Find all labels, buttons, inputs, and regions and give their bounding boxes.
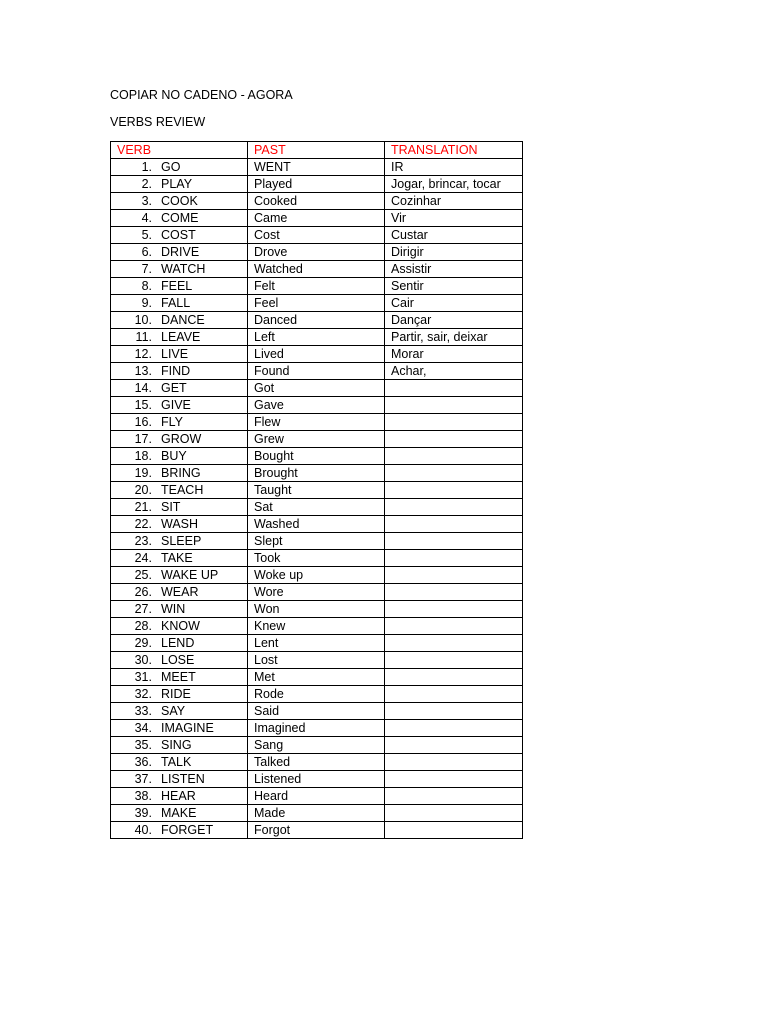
table-row: [111, 635, 523, 652]
table-row: [111, 448, 523, 465]
table-row: [111, 737, 523, 754]
verbs-table: [110, 141, 523, 839]
verb-number: 16.: [134, 415, 152, 429]
past-cell: Danced: [248, 312, 385, 329]
verb-number: 1.: [141, 160, 152, 174]
verb-number: 19.: [134, 466, 152, 480]
table-row: [111, 227, 523, 244]
translation-cell: [385, 516, 523, 533]
table-row: [111, 363, 523, 380]
verb-word: RIDE: [161, 687, 191, 701]
verb-word: GIVE: [161, 398, 191, 412]
verb-cell: [111, 584, 248, 601]
translation-cell: Cair: [385, 295, 523, 312]
verb-number: 37.: [134, 772, 152, 786]
verb-word: GO: [161, 160, 181, 174]
past-cell: Lived: [248, 346, 385, 363]
verb-word: IMAGINE: [161, 721, 214, 735]
verb-number: 9.: [141, 296, 152, 310]
verb-word: BRING: [161, 466, 201, 480]
translation-cell: [385, 533, 523, 550]
translation-cell: [385, 720, 523, 737]
table-header-row: [111, 142, 523, 159]
verb-word: SAY: [161, 704, 186, 718]
verb-cell: [111, 380, 248, 397]
verb-number: 22.: [134, 517, 152, 531]
verb-word: TALK: [161, 755, 192, 769]
past-cell: Said: [248, 703, 385, 720]
translation-cell: [385, 584, 523, 601]
verb-word: FORGET: [161, 823, 214, 837]
past-cell: Got: [248, 380, 385, 397]
translation-cell: Sentir: [385, 278, 523, 295]
verb-number: 23.: [134, 534, 152, 548]
verb-word: COST: [161, 228, 196, 242]
verb-cell: [111, 312, 248, 329]
translation-cell: Dançar: [385, 312, 523, 329]
translation-cell: [385, 737, 523, 754]
verb-word: WEAR: [161, 585, 199, 599]
verb-number: 2.: [141, 177, 152, 191]
verb-number: 3.: [141, 194, 152, 208]
verb-word: WATCH: [161, 262, 206, 276]
translation-cell: Vir: [385, 210, 523, 227]
table-row: [111, 261, 523, 278]
past-cell: Washed: [248, 516, 385, 533]
past-cell: Listened: [248, 771, 385, 788]
verb-cell: [111, 771, 248, 788]
translation-cell: [385, 380, 523, 397]
translation-cell: [385, 567, 523, 584]
verb-cell: [111, 720, 248, 737]
verb-number: 10.: [134, 313, 152, 327]
verb-number: 35.: [134, 738, 152, 752]
past-cell: Found: [248, 363, 385, 380]
translation-cell: [385, 703, 523, 720]
verb-cell: [111, 227, 248, 244]
document-instruction: COPIAR NO CADENO - AGORA: [110, 88, 293, 102]
verb-number: 38.: [134, 789, 152, 803]
translation-cell: [385, 669, 523, 686]
verb-word: WASH: [161, 517, 199, 531]
verb-cell: [111, 482, 248, 499]
past-cell: Slept: [248, 533, 385, 550]
translation-cell: [385, 448, 523, 465]
table-row: [111, 346, 523, 363]
header-verb: VERB: [111, 142, 248, 159]
verb-number: 34.: [134, 721, 152, 735]
verb-cell: [111, 193, 248, 210]
verb-cell: [111, 550, 248, 567]
past-cell: Made: [248, 805, 385, 822]
translation-cell: [385, 635, 523, 652]
verb-cell: [111, 788, 248, 805]
verb-number: 32.: [134, 687, 152, 701]
past-cell: Knew: [248, 618, 385, 635]
past-cell: Taught: [248, 482, 385, 499]
verb-word: FLY: [161, 415, 183, 429]
past-cell: Drove: [248, 244, 385, 261]
verb-number: 7.: [141, 262, 152, 276]
translation-cell: [385, 431, 523, 448]
verb-number: 27.: [134, 602, 152, 616]
translation-cell: [385, 686, 523, 703]
translation-cell: [385, 754, 523, 771]
table-row: [111, 465, 523, 482]
table-row: [111, 788, 523, 805]
verb-cell: [111, 159, 248, 176]
verb-cell: [111, 635, 248, 652]
verb-number: 13.: [134, 364, 152, 378]
table-row: [111, 720, 523, 737]
verb-number: 28.: [134, 619, 152, 633]
table-row: [111, 686, 523, 703]
table-row: [111, 159, 523, 176]
verb-cell: [111, 703, 248, 720]
verb-cell: [111, 618, 248, 635]
table-row: [111, 176, 523, 193]
past-cell: Won: [248, 601, 385, 618]
verb-cell: [111, 346, 248, 363]
document-title: VERBS REVIEW: [110, 115, 206, 129]
verb-cell: [111, 822, 248, 839]
verb-word: BUY: [161, 449, 187, 463]
verb-cell: [111, 329, 248, 346]
verb-word: LOSE: [161, 653, 195, 667]
past-cell: Watched: [248, 261, 385, 278]
verb-number: 14.: [134, 381, 152, 395]
past-cell: Wore: [248, 584, 385, 601]
past-cell: Lost: [248, 652, 385, 669]
verb-cell: [111, 686, 248, 703]
verb-number: 29.: [134, 636, 152, 650]
verb-word: FALL: [161, 296, 191, 310]
verb-word: FIND: [161, 364, 191, 378]
verb-number: 20.: [134, 483, 152, 497]
table-row: [111, 771, 523, 788]
table-row: [111, 295, 523, 312]
table-row: [111, 329, 523, 346]
verb-number: 15.: [134, 398, 152, 412]
verb-cell: [111, 516, 248, 533]
table-row: [111, 482, 523, 499]
translation-cell: [385, 550, 523, 567]
verb-cell: [111, 431, 248, 448]
verb-word: GROW: [161, 432, 202, 446]
table-row: [111, 533, 523, 550]
verb-cell: [111, 210, 248, 227]
table-row: [111, 754, 523, 771]
verb-word: DRIVE: [161, 245, 200, 259]
past-cell: Sang: [248, 737, 385, 754]
verb-word: PLAY: [161, 177, 193, 191]
verb-cell: [111, 244, 248, 261]
verb-number: 40.: [134, 823, 152, 837]
past-cell: Cost: [248, 227, 385, 244]
past-cell: Met: [248, 669, 385, 686]
verb-word: TEACH: [161, 483, 204, 497]
past-cell: Left: [248, 329, 385, 346]
table-row: [111, 193, 523, 210]
verb-number: 24.: [134, 551, 152, 565]
translation-cell: [385, 805, 523, 822]
verb-word: LEND: [161, 636, 195, 650]
table-row: [111, 210, 523, 227]
translation-cell: [385, 499, 523, 516]
verb-cell: [111, 397, 248, 414]
table-row: [111, 431, 523, 448]
verb-word: FEEL: [161, 279, 193, 293]
translation-cell: [385, 618, 523, 635]
table-row: [111, 601, 523, 618]
verb-number: 31.: [134, 670, 152, 684]
verb-word: SING: [161, 738, 192, 752]
past-cell: Sat: [248, 499, 385, 516]
past-cell: Forgot: [248, 822, 385, 839]
verb-cell: [111, 652, 248, 669]
verb-word: LIVE: [161, 347, 189, 361]
verb-number: 8.: [141, 279, 152, 293]
translation-cell: Jogar, brincar, tocar: [385, 176, 523, 193]
verb-word: HEAR: [161, 789, 196, 803]
translation-cell: [385, 771, 523, 788]
table-row: [111, 567, 523, 584]
verb-word: COOK: [161, 194, 198, 208]
translation-cell: [385, 465, 523, 482]
translation-cell: IR: [385, 159, 523, 176]
verb-cell: [111, 499, 248, 516]
table-row: [111, 805, 523, 822]
verb-cell: [111, 176, 248, 193]
verb-word: WIN: [161, 602, 186, 616]
verb-word: MAKE: [161, 806, 197, 820]
verb-cell: [111, 737, 248, 754]
verb-cell: [111, 567, 248, 584]
past-cell: Heard: [248, 788, 385, 805]
verb-number: 39.: [134, 806, 152, 820]
past-cell: Took: [248, 550, 385, 567]
verb-cell: [111, 278, 248, 295]
verb-word: COME: [161, 211, 199, 225]
verb-number: 18.: [134, 449, 152, 463]
verb-word: GET: [161, 381, 187, 395]
verb-number: 6.: [141, 245, 152, 259]
table-row: [111, 278, 523, 295]
table-row: [111, 618, 523, 635]
past-cell: Rode: [248, 686, 385, 703]
table-row: [111, 414, 523, 431]
verb-number: 11.: [135, 330, 152, 344]
verb-cell: [111, 465, 248, 482]
verb-cell: [111, 363, 248, 380]
verb-word: SLEEP: [161, 534, 202, 548]
translation-cell: [385, 601, 523, 618]
verb-word: LISTEN: [161, 772, 205, 786]
past-cell: Played: [248, 176, 385, 193]
table-row: [111, 703, 523, 720]
verb-number: 26.: [134, 585, 152, 599]
table-row: [111, 397, 523, 414]
translation-cell: [385, 822, 523, 839]
verb-cell: [111, 261, 248, 278]
verb-number: 36.: [134, 755, 152, 769]
translation-cell: [385, 652, 523, 669]
verb-number: 25.: [134, 568, 152, 582]
verb-number: 12.: [134, 347, 152, 361]
past-cell: Bought: [248, 448, 385, 465]
past-cell: Lent: [248, 635, 385, 652]
past-cell: Feel: [248, 295, 385, 312]
past-cell: Woke up: [248, 567, 385, 584]
table-row: [111, 584, 523, 601]
translation-cell: [385, 397, 523, 414]
table-row: [111, 550, 523, 567]
verb-word: LEAVE: [161, 330, 201, 344]
table-row: [111, 312, 523, 329]
verb-cell: [111, 533, 248, 550]
translation-cell: Cozinhar: [385, 193, 523, 210]
translation-cell: Custar: [385, 227, 523, 244]
verb-word: SIT: [161, 500, 181, 514]
verb-cell: [111, 414, 248, 431]
table-body: [111, 159, 523, 839]
verb-cell: [111, 805, 248, 822]
table-row: [111, 652, 523, 669]
past-cell: WENT: [248, 159, 385, 176]
translation-cell: Dirigir: [385, 244, 523, 261]
verb-word: WAKE UP: [161, 568, 219, 582]
past-cell: Talked: [248, 754, 385, 771]
verb-cell: [111, 669, 248, 686]
header-past: PAST: [248, 142, 385, 159]
verb-word: DANCE: [161, 313, 205, 327]
header-translation: TRANSLATION: [385, 142, 523, 159]
translation-cell: [385, 788, 523, 805]
verb-cell: [111, 295, 248, 312]
verb-number: 17.: [134, 432, 152, 446]
verb-word: KNOW: [161, 619, 200, 633]
translation-cell: [385, 482, 523, 499]
past-cell: Gave: [248, 397, 385, 414]
table-row: [111, 516, 523, 533]
past-cell: Cooked: [248, 193, 385, 210]
verb-number: 21.: [134, 500, 152, 514]
past-cell: Grew: [248, 431, 385, 448]
verb-number: 4.: [141, 211, 152, 225]
table-row: [111, 669, 523, 686]
verb-cell: [111, 448, 248, 465]
table-row: [111, 499, 523, 516]
translation-cell: [385, 414, 523, 431]
translation-cell: Morar: [385, 346, 523, 363]
translation-cell: Achar,: [385, 363, 523, 380]
past-cell: Brought: [248, 465, 385, 482]
verb-number: 5.: [141, 228, 152, 242]
past-cell: Imagined: [248, 720, 385, 737]
past-cell: Came: [248, 210, 385, 227]
verb-number: 30.: [134, 653, 152, 667]
verb-cell: [111, 601, 248, 618]
verb-cell: [111, 754, 248, 771]
table-row: [111, 380, 523, 397]
verb-number: 33.: [134, 704, 152, 718]
translation-cell: Assistir: [385, 261, 523, 278]
past-cell: Felt: [248, 278, 385, 295]
past-cell: Flew: [248, 414, 385, 431]
translation-cell: Partir, sair, deixar: [385, 329, 523, 346]
table-row: [111, 822, 523, 839]
verb-word: MEET: [161, 670, 196, 684]
table-row: [111, 244, 523, 261]
verb-word: TAKE: [161, 551, 193, 565]
